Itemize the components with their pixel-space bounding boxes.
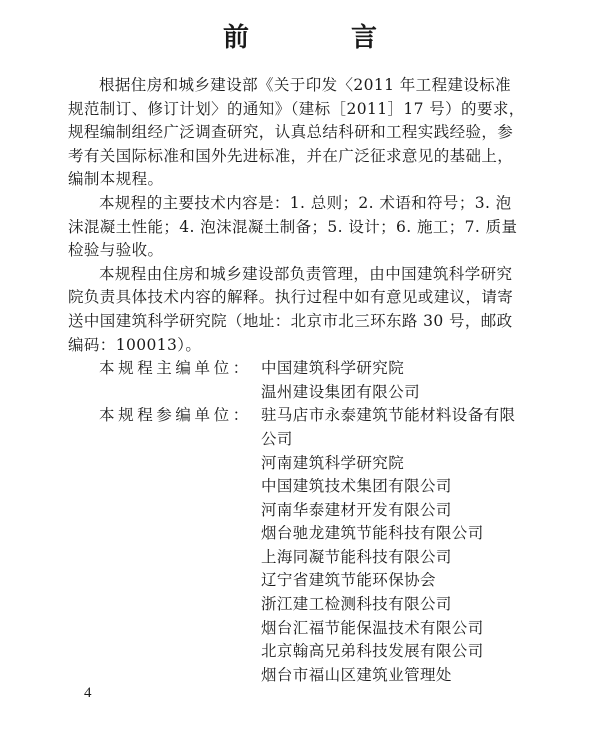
- paragraph-contents: [68, 192, 538, 263]
- text-line: 院负责具体技术内容的解释。执行过程中如有意见或建议，请寄: [68, 288, 514, 307]
- list-item: 辽宁省建筑节能环保协会: [261, 571, 436, 590]
- text-line: 规程编制组经广泛调查研究，认真总结科研和工程实践经验，参: [68, 123, 514, 142]
- list-item: 温州建设集团有限公司: [261, 382, 421, 401]
- text-line: 本规程的主要技术内容是：1. 总则；2. 术语和符号；3. 泡: [99, 193, 512, 212]
- participating-units-block: [68, 404, 538, 687]
- text-line: 沫混凝土性能；4. 泡沫混凝土制备；5. 设计；6. 施工；7. 质量: [68, 217, 518, 236]
- list-item: 中国建筑技术集团有限公司: [261, 477, 452, 496]
- list-item: 上海同凝节能科技有限公司: [261, 547, 452, 566]
- text-line: 编码：100013）。: [68, 335, 202, 354]
- page-number: 4: [84, 685, 92, 701]
- list-item: 烟台汇福节能保温技术有限公司: [261, 618, 484, 637]
- list-item: 驻马店市永泰建筑节能材料设备有限: [261, 406, 516, 425]
- list-item: 北京翰高兄弟科技发展有限公司: [261, 642, 484, 661]
- list-item: 河南建筑科学研究院: [261, 453, 405, 472]
- chief-units-block: [68, 357, 538, 404]
- text-line: 根据住房和城乡建设部《关于印发〈2011 年工程建设标准: [99, 76, 512, 94]
- list-item: 烟台市福山区建筑业管理处: [261, 665, 452, 684]
- text-line: 编制本规程。: [68, 170, 164, 189]
- chief-units-label: 本规程主编单位：: [99, 359, 252, 378]
- page-title: 前 言: [222, 23, 415, 53]
- participating-units-label: 本规程参编单位：: [99, 406, 252, 425]
- list-item: 烟台驰龙建筑节能科技有限公司: [261, 524, 484, 543]
- text-line: 检验与验收。: [68, 241, 164, 260]
- chief-units-list: [261, 357, 420, 404]
- text-line: 考有关国际标准和国外先进标准，并在广泛征求意见的基础上，: [68, 146, 514, 165]
- text-line: 规范制订、修订计划〉的通知》（建标［2011］17 号）的要求，: [68, 99, 525, 118]
- text-line: 本规程由住房和城乡建设部负责管理，由中国建筑科学研究: [99, 264, 513, 283]
- paragraph-approval: [68, 74, 538, 192]
- list-item: 公司: [261, 429, 293, 448]
- preface-body: [68, 74, 538, 687]
- participating-units-list: [261, 404, 515, 687]
- list-item: 河南华泰建材开发有限公司: [261, 500, 452, 519]
- list-item: 浙江建工检测科技有限公司: [261, 595, 452, 614]
- paragraph-management: [68, 263, 538, 357]
- list-item: 中国建筑科学研究院: [261, 359, 405, 378]
- text-line: 送中国建筑科学研究院（地址：北京市北三环东路 30 号，邮政: [68, 311, 513, 330]
